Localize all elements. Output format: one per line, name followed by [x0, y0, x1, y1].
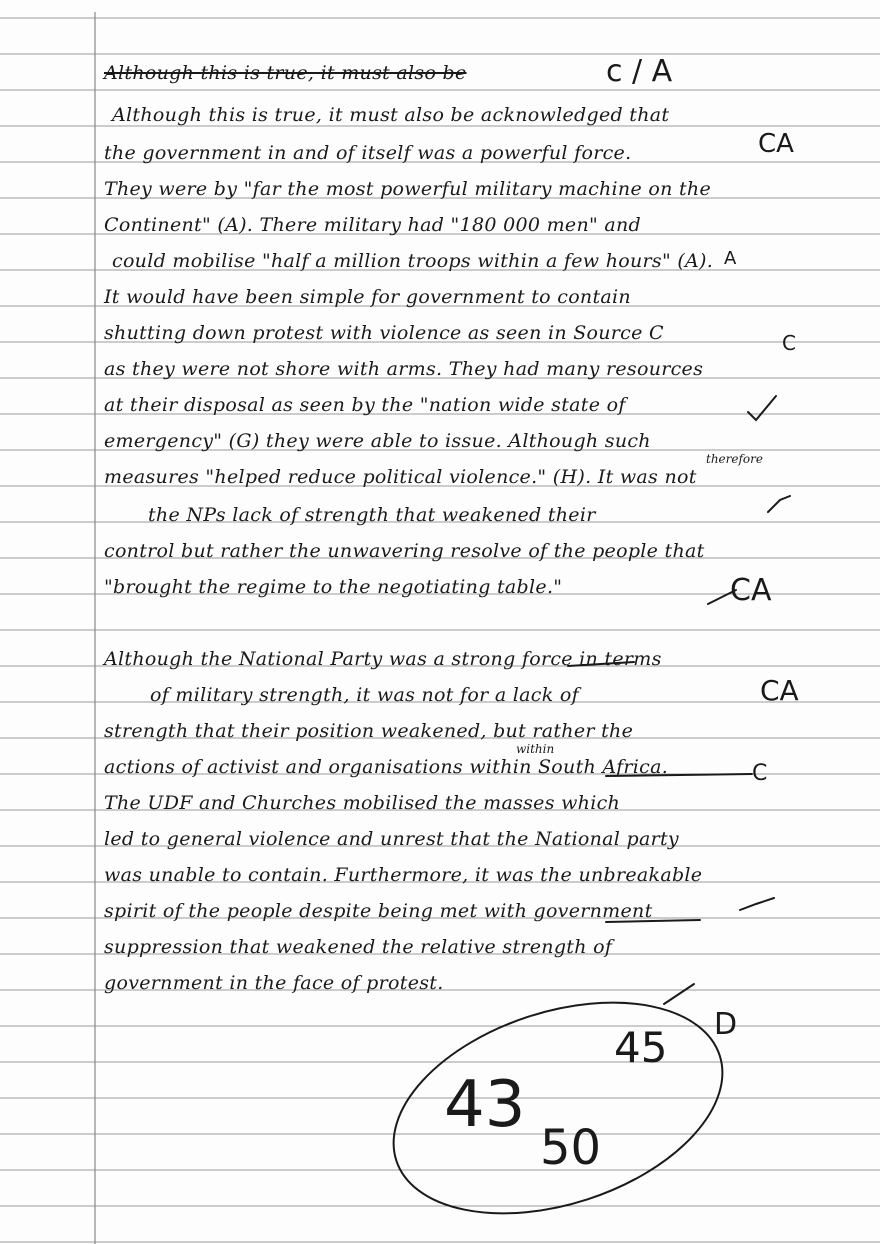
grade-circled: 43: [444, 1068, 526, 1142]
tick-2: [768, 496, 790, 512]
header-mark: c / A: [606, 54, 673, 89]
p1-line-10: emergency" (G) they were able to issue. Although such: [104, 430, 651, 452]
p2-line-10: government in the face of protest.: [104, 972, 444, 994]
p2-line-1: Although the National Party was a strong force in terms: [104, 648, 662, 670]
p1-line-1: Although this is true, it must also be acknowledged that: [112, 104, 670, 126]
p1-line-2: the government in and of itself was a powerful force.: [104, 142, 632, 164]
margin-mark-2: C: [782, 331, 796, 355]
insert-note-within: within: [516, 742, 555, 756]
insert-note-therefore: therefore: [706, 452, 763, 466]
tick-5: [664, 984, 694, 1004]
grade-circle: [367, 964, 750, 1244]
grade-score: 45: [614, 1023, 668, 1072]
margin-mark-6: C: [752, 761, 768, 786]
p2-line-6: led to general violence and unrest that the National party: [104, 828, 679, 850]
margin-mark-1: CA: [758, 129, 794, 159]
p2-line-4: actions of activist and organisations within South Africa.: [104, 756, 669, 778]
margin-mark-5: CA: [760, 674, 799, 707]
underline-south-africa: [606, 774, 752, 776]
p2-line-2: of military strength, it was not for a lack of: [150, 684, 579, 706]
p1-line-8: as they were not shore with arms. They had many resources: [104, 358, 704, 380]
p2-line-8: spirit of the people despite being met with government: [104, 900, 653, 922]
p2-line-5: The UDF and Churches mobilised the masses which: [104, 792, 621, 814]
p1-line-13: control but rather the unwavering resolve of the people that: [104, 540, 705, 562]
p1-line-3: They were by "far the most powerful military machine on the: [104, 178, 711, 200]
p2-line-7: was unable to contain. Furthermore, it was the unbreakable: [104, 864, 703, 886]
p1-line-11: measures "helped reduce political violence." (H). It was not: [104, 466, 697, 488]
tick-4: [740, 898, 774, 910]
p1-line-4: Continent" (A). There military had "180 000 men" and: [104, 214, 641, 236]
p2-line-9: suppression that weakened the relative strength of: [104, 936, 613, 958]
p2-line-3: strength that their position weakened, but rather the: [104, 720, 634, 742]
grade-total: 50: [540, 1120, 602, 1176]
p1-line-9: at their disposal as seen by the "nation wide state of: [104, 394, 626, 416]
underline-government: [606, 920, 700, 922]
margin-mark-3: A: [724, 248, 737, 269]
p1-line-5: could mobilise "half a million troops within a few hours" (A).: [112, 250, 714, 272]
p1-line-6: It would have been simple for government to contain: [104, 286, 631, 308]
p1-line-14: "brought the regime to the negotiating table.": [104, 576, 563, 598]
crossed-out-line: Although this is true, it must also be: [104, 62, 467, 84]
margin-mark-4: CA: [730, 573, 772, 608]
p1-line-12: the NPs lack of strength that weakened their: [148, 504, 596, 526]
underline-strong: [568, 662, 634, 666]
tick-1: [748, 396, 776, 420]
grade-initial: D: [714, 1007, 738, 1042]
p1-line-7: shutting down protest with violence as seen in Source C: [104, 322, 664, 344]
